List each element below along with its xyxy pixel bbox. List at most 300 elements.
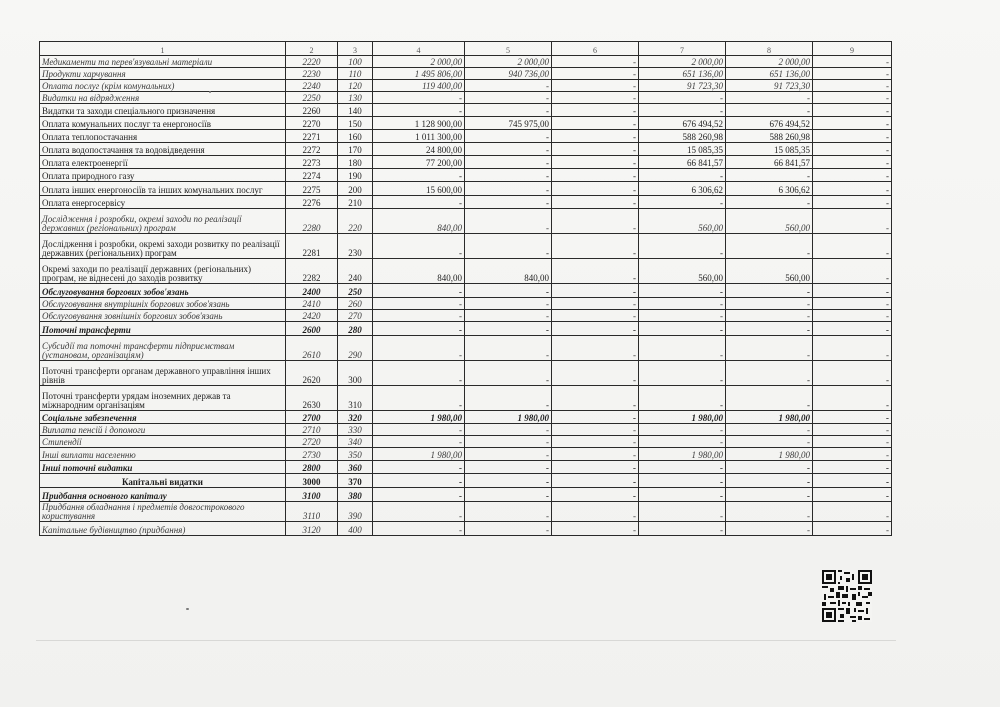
- value-cell-col4: -: [373, 488, 465, 502]
- row-code-cell: 310: [338, 386, 373, 411]
- value-cell-col5: 1 980,00: [465, 411, 552, 424]
- value-cell-col7: -: [639, 424, 726, 436]
- value-cell-col9: -: [813, 143, 892, 156]
- value-cell-col9: -: [813, 522, 892, 536]
- value-cell-col9: -: [813, 182, 892, 196]
- value-cell-col4: -: [373, 436, 465, 448]
- kekv-code-cell: 2710: [286, 424, 338, 436]
- row-name-cell: Обслуговування внутрішніх боргових зобов'язань: [40, 298, 286, 310]
- row-code-cell: 280: [338, 322, 373, 336]
- value-cell-col8: 1 980,00: [726, 411, 813, 424]
- row-code-cell: 130: [338, 92, 373, 104]
- value-cell-col9: -: [813, 234, 892, 259]
- value-cell-col5: -: [465, 448, 552, 461]
- value-cell-col6: -: [552, 322, 639, 336]
- value-cell-col4: 15 600,00: [373, 182, 465, 196]
- row-code-cell: 140: [338, 104, 373, 117]
- value-cell-col6: -: [552, 424, 639, 436]
- row-code-cell: 150: [338, 117, 373, 130]
- value-cell-col6: -: [552, 143, 639, 156]
- value-cell-col9: -: [813, 322, 892, 336]
- row-name-cell: Оплата водопостачання та водовідведення: [40, 143, 286, 156]
- table-row: [40, 182, 892, 196]
- value-cell-col8: -: [726, 284, 813, 298]
- value-cell-col9: -: [813, 117, 892, 130]
- value-cell-col8: -: [726, 386, 813, 411]
- row-name-cell: Оплата енергосервісу: [40, 196, 286, 209]
- value-cell-col6: -: [552, 310, 639, 322]
- value-cell-col8: -: [726, 424, 813, 436]
- kekv-code-cell: 2270: [286, 117, 338, 130]
- value-cell-col9: -: [813, 502, 892, 522]
- value-cell-col6: -: [552, 361, 639, 386]
- table-row: [40, 156, 892, 169]
- kekv-code-cell: 2281: [286, 234, 338, 259]
- value-cell-col4: -: [373, 169, 465, 182]
- kekv-code-cell: 2630: [286, 386, 338, 411]
- value-cell-col9: -: [813, 156, 892, 169]
- column-header: 3: [338, 42, 373, 56]
- table-row: [40, 104, 892, 117]
- value-cell-col9: -: [813, 209, 892, 234]
- value-cell-col9: -: [813, 310, 892, 322]
- table-row: [40, 436, 892, 448]
- value-cell-col9: -: [813, 284, 892, 298]
- kekv-code-cell: 2610: [286, 336, 338, 361]
- row-name-cell: Оплата електроенергії: [40, 156, 286, 169]
- column-header: 2: [286, 42, 338, 56]
- value-cell-col4: -: [373, 461, 465, 474]
- row-name-cell: Поточні трансферти органам державного управління інших рівнів: [40, 361, 286, 386]
- value-cell-col6: -: [552, 117, 639, 130]
- value-cell-col9: -: [813, 474, 892, 488]
- row-code-cell: 320: [338, 411, 373, 424]
- row-code-cell: 200: [338, 182, 373, 196]
- value-cell-col5: 745 975,00: [465, 117, 552, 130]
- kekv-code-cell: 3110: [286, 502, 338, 522]
- value-cell-col8: -: [726, 488, 813, 502]
- value-cell-col5: -: [465, 196, 552, 209]
- table-row: [40, 298, 892, 310]
- column-header: 5: [465, 42, 552, 56]
- value-cell-col7: 15 085,35: [639, 143, 726, 156]
- kekv-code-cell: 2240: [286, 80, 338, 92]
- value-cell-col6: -: [552, 130, 639, 143]
- column-number-header: [40, 42, 892, 56]
- kekv-code-cell: 2620: [286, 361, 338, 386]
- value-cell-col8: -: [726, 104, 813, 117]
- value-cell-col7: 560,00: [639, 209, 726, 234]
- value-cell-col6: -: [552, 169, 639, 182]
- row-code-cell: 270: [338, 310, 373, 322]
- value-cell-col6: -: [552, 436, 639, 448]
- value-cell-col8: -: [726, 310, 813, 322]
- column-header: 4: [373, 42, 465, 56]
- value-cell-col4: -: [373, 424, 465, 436]
- value-cell-col8: 1 980,00: [726, 448, 813, 461]
- row-code-cell: 160: [338, 130, 373, 143]
- value-cell-col4: 119 400,00: [373, 80, 465, 92]
- value-cell-col7: 588 260,98: [639, 130, 726, 143]
- value-cell-col5: -: [465, 130, 552, 143]
- value-cell-col7: -: [639, 474, 726, 488]
- value-cell-col9: -: [813, 259, 892, 284]
- qr-code-icon: [822, 570, 872, 622]
- value-cell-col4: 1 980,00: [373, 411, 465, 424]
- value-cell-col7: -: [639, 284, 726, 298]
- table-row: [40, 322, 892, 336]
- table-row: [40, 488, 892, 502]
- table-row: [40, 448, 892, 461]
- row-name-cell: Видатки на відрядження: [40, 92, 286, 104]
- row-code-cell: 240: [338, 259, 373, 284]
- value-cell-col8: 2 000,00: [726, 56, 813, 68]
- value-cell-col4: 24 800,00: [373, 143, 465, 156]
- value-cell-col9: -: [813, 336, 892, 361]
- value-cell-col7: -: [639, 488, 726, 502]
- value-cell-col7: -: [639, 336, 726, 361]
- value-cell-col4: -: [373, 386, 465, 411]
- value-cell-col4: 2 000,00: [373, 56, 465, 68]
- value-cell-col4: -: [373, 322, 465, 336]
- value-cell-col5: -: [465, 310, 552, 322]
- value-cell-col7: 651 136,00: [639, 68, 726, 80]
- value-cell-col7: 1 980,00: [639, 411, 726, 424]
- value-cell-col8: -: [726, 336, 813, 361]
- value-cell-col4: -: [373, 284, 465, 298]
- row-name-cell: Обслуговування боргових зобов'язань: [40, 284, 286, 298]
- value-cell-col8: 91 723,30: [726, 80, 813, 92]
- table-row: [40, 117, 892, 130]
- value-cell-col9: -: [813, 92, 892, 104]
- value-cell-col7: 6 306,62: [639, 182, 726, 196]
- kekv-code-cell: 2280: [286, 209, 338, 234]
- value-cell-col7: -: [639, 386, 726, 411]
- row-name-cell: Продукти харчування: [40, 68, 286, 80]
- table-row: [40, 92, 892, 104]
- value-cell-col4: -: [373, 502, 465, 522]
- value-cell-col5: -: [465, 424, 552, 436]
- value-cell-col5: -: [465, 143, 552, 156]
- value-cell-col4: -: [373, 92, 465, 104]
- row-name-cell: Субсидії та поточні трансферти підприємствам (установам, організаціям): [40, 336, 286, 361]
- value-cell-col4: -: [373, 336, 465, 361]
- table-row: [40, 411, 892, 424]
- value-cell-col6: -: [552, 502, 639, 522]
- value-cell-col8: -: [726, 522, 813, 536]
- row-code-cell: 110: [338, 68, 373, 80]
- value-cell-col6: -: [552, 474, 639, 488]
- value-cell-col7: 1 980,00: [639, 448, 726, 461]
- value-cell-col6: -: [552, 182, 639, 196]
- value-cell-col7: -: [639, 169, 726, 182]
- row-name-cell: Капітальне будівництво (придбання): [40, 522, 286, 536]
- value-cell-col6: -: [552, 386, 639, 411]
- value-cell-col6: -: [552, 411, 639, 424]
- value-cell-col9: -: [813, 80, 892, 92]
- row-name-cell: Капітальні видатки: [40, 474, 286, 488]
- value-cell-col9: -: [813, 104, 892, 117]
- value-cell-col4: -: [373, 361, 465, 386]
- table-row: [40, 310, 892, 322]
- value-cell-col6: -: [552, 92, 639, 104]
- table-row: [40, 56, 892, 68]
- value-cell-col7: -: [639, 234, 726, 259]
- value-cell-col4: 1 128 900,00: [373, 117, 465, 130]
- value-cell-col6: -: [552, 448, 639, 461]
- value-cell-col5: -: [465, 209, 552, 234]
- value-cell-col4: 840,00: [373, 259, 465, 284]
- value-cell-col7: 91 723,30: [639, 80, 726, 92]
- value-cell-col5: -: [465, 461, 552, 474]
- kekv-code-cell: 2800: [286, 461, 338, 474]
- kekv-code-cell: 2282: [286, 259, 338, 284]
- value-cell-col5: -: [465, 182, 552, 196]
- value-cell-col7: -: [639, 436, 726, 448]
- kekv-code-cell: 2271: [286, 130, 338, 143]
- footer-divider: [36, 640, 896, 641]
- row-code-cell: 340: [338, 436, 373, 448]
- row-name-cell: Оплата теплопостачання: [40, 130, 286, 143]
- table-row: [40, 234, 892, 259]
- row-code-cell: 250: [338, 284, 373, 298]
- kekv-code-cell: 2220: [286, 56, 338, 68]
- row-code-cell: 180: [338, 156, 373, 169]
- column-header: 1: [40, 42, 286, 56]
- column-header: 6: [552, 42, 639, 56]
- value-cell-col7: -: [639, 461, 726, 474]
- row-name-cell: Стипендії: [40, 436, 286, 448]
- kekv-code-cell: 2420: [286, 310, 338, 322]
- value-cell-col7: -: [639, 298, 726, 310]
- value-cell-col8: 588 260,98: [726, 130, 813, 143]
- scan-speck: [186, 608, 189, 610]
- value-cell-col7: -: [639, 104, 726, 117]
- row-code-cell: 210: [338, 196, 373, 209]
- value-cell-col5: -: [465, 474, 552, 488]
- value-cell-col6: -: [552, 156, 639, 169]
- table-row: [40, 522, 892, 536]
- value-cell-col5: 940 736,00: [465, 68, 552, 80]
- table-row: [40, 130, 892, 143]
- table-row: [40, 284, 892, 298]
- value-cell-col5: -: [465, 80, 552, 92]
- kekv-code-cell: 2276: [286, 196, 338, 209]
- value-cell-col6: -: [552, 209, 639, 234]
- value-cell-col7: 676 494,52: [639, 117, 726, 130]
- row-code-cell: 190: [338, 169, 373, 182]
- row-code-cell: 330: [338, 424, 373, 436]
- value-cell-col4: -: [373, 104, 465, 117]
- row-code-cell: 360: [338, 461, 373, 474]
- value-cell-col8: -: [726, 92, 813, 104]
- value-cell-col9: -: [813, 298, 892, 310]
- row-name-cell: Соціальне забезпечення: [40, 411, 286, 424]
- value-cell-col9: -: [813, 361, 892, 386]
- value-cell-col8: 676 494,52: [726, 117, 813, 130]
- value-cell-col8: 6 306,62: [726, 182, 813, 196]
- value-cell-col5: -: [465, 386, 552, 411]
- value-cell-col7: -: [639, 322, 726, 336]
- value-cell-col8: -: [726, 196, 813, 209]
- kekv-code-cell: 2275: [286, 182, 338, 196]
- table-row: [40, 336, 892, 361]
- table-row: [40, 143, 892, 156]
- value-cell-col7: -: [639, 310, 726, 322]
- value-cell-col5: -: [465, 502, 552, 522]
- value-cell-col5: -: [465, 522, 552, 536]
- value-cell-col7: -: [639, 522, 726, 536]
- value-cell-col5: -: [465, 336, 552, 361]
- column-header: 7: [639, 42, 726, 56]
- value-cell-col4: 1 011 300,00: [373, 130, 465, 143]
- budget-report-table: [39, 41, 892, 536]
- value-cell-col6: -: [552, 80, 639, 92]
- value-cell-col6: -: [552, 259, 639, 284]
- row-code-cell: 390: [338, 502, 373, 522]
- value-cell-col6: -: [552, 336, 639, 361]
- table-row: [40, 196, 892, 209]
- row-name-cell: Дослідження і розробки, окремі заходи розвитку по реалізації державних (регіональних) програм: [40, 234, 286, 259]
- row-name-cell: Оплата комунальних послуг та енергоносіїв: [40, 117, 286, 130]
- value-cell-col5: -: [465, 156, 552, 169]
- value-cell-col8: -: [726, 436, 813, 448]
- value-cell-col5: -: [465, 298, 552, 310]
- row-name-cell: Придбання основного капіталу: [40, 488, 286, 502]
- row-code-cell: 220: [338, 209, 373, 234]
- value-cell-col8: -: [726, 169, 813, 182]
- row-name-cell: Дослідження і розробки, окремі заходи по реалізації державних (регіональних) програм: [40, 209, 286, 234]
- value-cell-col5: -: [465, 234, 552, 259]
- value-cell-col5: -: [465, 322, 552, 336]
- value-cell-col6: -: [552, 196, 639, 209]
- value-cell-col8: 66 841,57: [726, 156, 813, 169]
- value-cell-col8: -: [726, 361, 813, 386]
- kekv-code-cell: 2273: [286, 156, 338, 169]
- value-cell-col8: 560,00: [726, 209, 813, 234]
- table-row: [40, 424, 892, 436]
- row-name-cell: Поточні трансферти: [40, 322, 286, 336]
- value-cell-col8: -: [726, 322, 813, 336]
- kekv-code-cell: 2730: [286, 448, 338, 461]
- row-code-cell: 230: [338, 234, 373, 259]
- table-row: [40, 80, 892, 92]
- value-cell-col6: -: [552, 461, 639, 474]
- value-cell-col5: -: [465, 92, 552, 104]
- value-cell-col9: -: [813, 424, 892, 436]
- row-name-cell: Інші виплати населенню: [40, 448, 286, 461]
- kekv-code-cell: 2272: [286, 143, 338, 156]
- row-code-cell: 350: [338, 448, 373, 461]
- value-cell-col9: -: [813, 386, 892, 411]
- value-cell-col4: -: [373, 196, 465, 209]
- value-cell-col8: -: [726, 502, 813, 522]
- table-row: [40, 386, 892, 411]
- value-cell-col6: -: [552, 488, 639, 502]
- value-cell-col7: 560,00: [639, 259, 726, 284]
- value-cell-col5: 840,00: [465, 259, 552, 284]
- row-name-cell: Оплата інших енергоносіїв та інших комунальних послуг: [40, 182, 286, 196]
- kekv-code-cell: 2274: [286, 169, 338, 182]
- table-row: [40, 169, 892, 182]
- row-code-cell: 300: [338, 361, 373, 386]
- value-cell-col5: -: [465, 169, 552, 182]
- value-cell-col9: -: [813, 461, 892, 474]
- value-cell-col7: -: [639, 92, 726, 104]
- value-cell-col5: -: [465, 284, 552, 298]
- row-name-cell: Окремі заходи по реалізації державних (регіональних) програм, не віднесені до заходів розвитку: [40, 259, 286, 284]
- kekv-code-cell: 2720: [286, 436, 338, 448]
- value-cell-col4: -: [373, 310, 465, 322]
- value-cell-col9: -: [813, 436, 892, 448]
- value-cell-col8: -: [726, 234, 813, 259]
- value-cell-col4: -: [373, 474, 465, 488]
- value-cell-col9: -: [813, 448, 892, 461]
- row-name-cell: Медикаменти та перев'язувальні матеріали: [40, 56, 286, 68]
- kekv-code-cell: 2260: [286, 104, 338, 117]
- row-code-cell: 170: [338, 143, 373, 156]
- row-name-cell: Оплата природного газу: [40, 169, 286, 182]
- row-code-cell: 380: [338, 488, 373, 502]
- row-name-cell: Придбання обладнання і предметів довгострокового користування: [40, 502, 286, 522]
- value-cell-col5: 2 000,00: [465, 56, 552, 68]
- kekv-code-cell: 2600: [286, 322, 338, 336]
- value-cell-col4: -: [373, 234, 465, 259]
- table-row: [40, 502, 892, 522]
- value-cell-col5: -: [465, 104, 552, 117]
- value-cell-col4: -: [373, 298, 465, 310]
- value-cell-col9: -: [813, 488, 892, 502]
- value-cell-col8: 560,00: [726, 259, 813, 284]
- value-cell-col8: 15 085,35: [726, 143, 813, 156]
- row-code-cell: 400: [338, 522, 373, 536]
- row-code-cell: 260: [338, 298, 373, 310]
- value-cell-col5: -: [465, 361, 552, 386]
- value-cell-col9: -: [813, 169, 892, 182]
- kekv-code-cell: 3000: [286, 474, 338, 488]
- value-cell-col6: -: [552, 234, 639, 259]
- row-name-cell: Інші поточні видатки: [40, 461, 286, 474]
- row-name-cell: Видатки та заходи спеціального призначення: [40, 104, 286, 117]
- value-cell-col6: -: [552, 522, 639, 536]
- table-row: [40, 209, 892, 234]
- value-cell-col9: -: [813, 68, 892, 80]
- row-code-cell: 100: [338, 56, 373, 68]
- value-cell-col6: -: [552, 104, 639, 117]
- value-cell-col8: -: [726, 461, 813, 474]
- row-name-cell: Поточні трансферти урядам іноземних держав та міжнародним організаціям: [40, 386, 286, 411]
- value-cell-col6: -: [552, 56, 639, 68]
- value-cell-col8: -: [726, 298, 813, 310]
- value-cell-col8: -: [726, 474, 813, 488]
- value-cell-col8: 651 136,00: [726, 68, 813, 80]
- row-name-cell: Виплата пенсій і допомоги: [40, 424, 286, 436]
- value-cell-col7: -: [639, 361, 726, 386]
- value-cell-col4: 1 495 806,00: [373, 68, 465, 80]
- row-code-cell: 120: [338, 80, 373, 92]
- value-cell-col9: -: [813, 56, 892, 68]
- value-cell-col7: 2 000,00: [639, 56, 726, 68]
- column-header: 9: [813, 42, 892, 56]
- kekv-code-cell: 2230: [286, 68, 338, 80]
- value-cell-col7: -: [639, 196, 726, 209]
- value-cell-col7: -: [639, 502, 726, 522]
- value-cell-col9: -: [813, 196, 892, 209]
- value-cell-col4: 1 980,00: [373, 448, 465, 461]
- kekv-code-cell: 2400: [286, 284, 338, 298]
- value-cell-col9: -: [813, 411, 892, 424]
- value-cell-col6: -: [552, 284, 639, 298]
